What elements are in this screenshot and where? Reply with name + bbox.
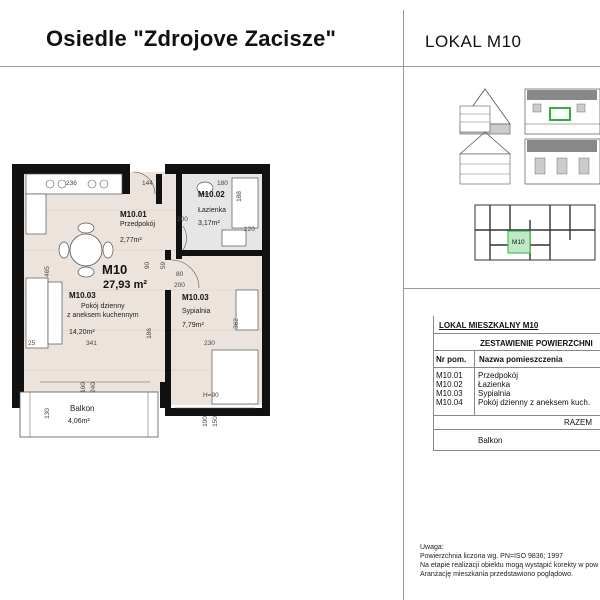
room-area-przedpokoj: 2,77m² — [120, 237, 142, 244]
note-heading: Uwaga: — [420, 544, 444, 551]
dim-188: 188 — [235, 191, 243, 202]
room-name-pokoj-dzienny: Pokój dzienny z aneksem kuchennym — [67, 303, 139, 319]
room-id-m10-01: M10.01 — [120, 210, 147, 219]
table-balcony-label: Balkon — [478, 436, 503, 445]
dim-130: 130 — [43, 408, 51, 419]
dim-59: 59 — [160, 261, 168, 270]
key-plan-unit-label: M10 — [512, 239, 525, 246]
balcony-name: Balkon — [70, 404, 95, 413]
building-elevations-drawing — [455, 84, 600, 194]
room-area-sypialnia: 7,79m² — [182, 322, 204, 329]
floor-plan-drawing — [0, 150, 300, 440]
room-id-m10-03-living: M10.03 — [69, 291, 96, 300]
table-row-4-name: Pokój dzienny z aneksem kuch. — [478, 398, 591, 407]
building-key-plan — [470, 200, 600, 270]
dim-465: 465 — [43, 266, 51, 277]
table-col-nr: Nr pom. — [436, 355, 467, 364]
dim-144: 144 — [142, 180, 153, 187]
table-row-3-name: Sypialnia — [478, 389, 511, 398]
table-row-3-nr: M10.03 — [436, 389, 463, 398]
note-line-1: Powierzchnia liczona wg. PN=ISO 9836; 1997 — [420, 553, 563, 560]
unit-label: M10 — [102, 262, 128, 277]
note-line-3: Aranżację mieszkania przedstawiono poglądowo. — [420, 571, 573, 578]
room-id-m10-03-bedroom: M10.03 — [182, 293, 209, 302]
dim-160: 160 — [79, 382, 87, 393]
dim-200-b: 200 — [174, 282, 185, 289]
room-area-pokoj-dzienny: 14,20m² — [69, 329, 95, 336]
table-col-name: Nazwa pomieszczenia — [479, 355, 563, 364]
note-line-2: Na etapie realizacji obiektu mogą wystąpić korekty w pow — [420, 562, 599, 569]
table-balcony-rule — [433, 429, 600, 430]
project-title: Osiedle "Zdrojove Zacisze" — [46, 26, 337, 51]
table-row-2-name: Łazienka — [478, 380, 511, 389]
dim-240: 240 — [89, 382, 97, 393]
frame-right-divider — [403, 288, 600, 289]
dim-200-a: 200 — [177, 216, 188, 223]
dim-180: 180 — [217, 180, 228, 187]
table-row-1-nr: M10.01 — [436, 371, 463, 380]
table-subtitle: ZESTAWIENIE POWIERZCHNI — [480, 339, 593, 348]
table-row-1-name: Przedpokój — [478, 371, 519, 380]
dim-90-a: 90 — [144, 261, 152, 270]
table-row-4-nr: M10.04 — [436, 398, 463, 407]
dim-80: 80 — [176, 271, 184, 278]
frame-top-divider — [0, 66, 600, 67]
dim-230: 230 — [204, 340, 215, 347]
room-name-przedpokoj: Przedpokój — [120, 221, 156, 228]
table-col-divider — [474, 350, 475, 415]
table-subtitle-rule — [433, 350, 600, 351]
table-row-2-nr: M10.02 — [436, 380, 463, 389]
table-title-rule — [433, 333, 600, 334]
dim-186: 186 — [145, 328, 153, 339]
unit-area: 27,93 m² — [103, 279, 148, 291]
table-header-rule — [433, 367, 600, 368]
room-id-m10-02: M10.02 — [198, 190, 225, 199]
dim-100: 100 — [201, 416, 209, 427]
room-name-lazienka: Łazienka — [198, 207, 227, 214]
dim-362: 362 — [232, 318, 240, 329]
table-title: LOKAL MIESZKALNY M10 — [439, 321, 539, 330]
room-area-lazienka: 3,17m² — [198, 220, 220, 227]
unit-title: LOKAL M10 — [425, 32, 522, 51]
table-total-rule — [433, 415, 600, 416]
balcony-area: 4,06m² — [68, 418, 90, 425]
table-total-label: RAZEM — [564, 418, 592, 427]
dim-341: 341 — [86, 340, 97, 347]
dim-150: 150 — [211, 416, 219, 427]
frame-vertical-divider — [403, 10, 404, 600]
dim-25: 25 — [28, 340, 36, 347]
table-bottom-rule — [433, 450, 600, 451]
room-name-sypialnia: Sypialnia — [182, 308, 211, 315]
dim-h90: H=90 — [203, 392, 219, 399]
dim-236: 236 — [66, 180, 77, 187]
dim-120: 120 — [244, 226, 255, 233]
